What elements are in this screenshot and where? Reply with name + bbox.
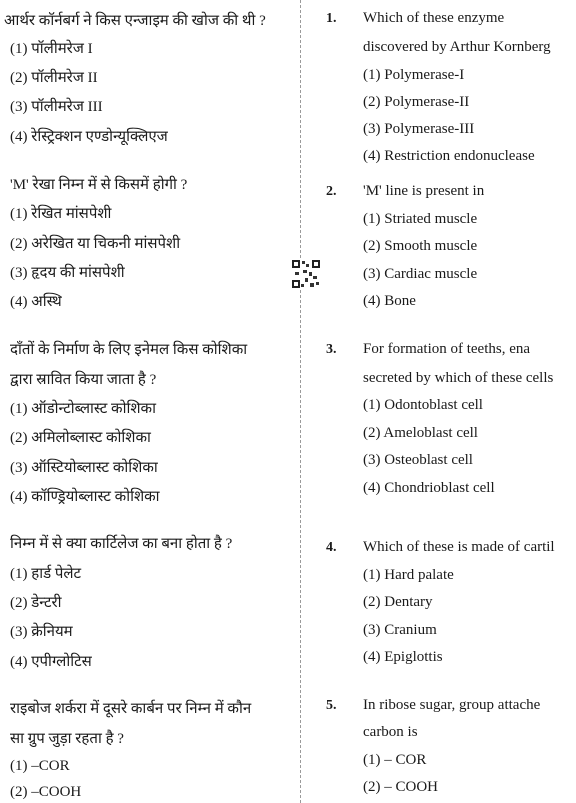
hindi-option: (1) –COR — [10, 758, 70, 774]
hindi-option: (3) हृदय की मांसपेशी — [10, 265, 125, 281]
english-option: (2) – COOH — [363, 779, 438, 795]
hindi-option: (3) ऑस्टियोब्लास्ट कोशिका — [10, 460, 158, 476]
hindi-option: (4) रेस्ट्रिक्शन एण्डोन्यूक्लिएज — [10, 129, 168, 145]
english-option: (2) Ameloblast cell — [363, 425, 478, 441]
english-option: (3) Cardiac muscle — [363, 266, 478, 282]
hindi-question-1: आर्थर कॉर्नबर्ग ने किस एन्जाइम की खोज की थी ? — [4, 13, 266, 29]
question-number: 1. — [326, 11, 337, 26]
english-option: (4) Restriction endonuclease — [363, 148, 535, 164]
hindi-question-2: 'M' रेखा निम्न में से किसमें होगी ? — [10, 177, 188, 193]
question-number: 4. — [326, 540, 337, 555]
english-option: (1) – COR — [363, 752, 427, 768]
hindi-option: (2) अरेखित या चिकनी मांसपेशी — [10, 236, 181, 252]
hindi-question-3-line1: दाँतों के निर्माण के लिए इनेमल किस कोशिका — [10, 342, 248, 358]
hindi-option: (4) एपीग्लोटिस — [10, 654, 92, 670]
english-question-4: Which of these is made of cartil — [363, 539, 555, 555]
english-question-5-line2: carbon is — [363, 724, 418, 740]
hindi-option: (1) रेखित मांसपेशी — [10, 206, 112, 222]
column-divider — [300, 0, 301, 803]
english-option: (4) Epiglottis — [363, 649, 443, 665]
english-option: (2) Dentary — [363, 594, 433, 610]
english-option: (1) Hard palate — [363, 567, 454, 583]
hindi-question-5-line2: सा ग्रुप जुड़ा रहता है ? — [10, 731, 124, 747]
english-option: (3) Osteoblast cell — [363, 452, 473, 468]
hindi-question-3-line2: द्वारा स्रावित किया जाता है ? — [10, 372, 157, 388]
hindi-question-5-line1: राइबोज शर्करा में दूसरे कार्बन पर निम्न में कौन — [10, 701, 252, 717]
english-option: (4) Bone — [363, 293, 416, 309]
english-option: (1) Polymerase-I — [363, 67, 465, 83]
question-number: 5. — [326, 698, 337, 713]
english-option: (1) Odontoblast cell — [363, 397, 483, 413]
hindi-option: (2) अमिलोब्लास्ट कोशिका — [10, 430, 151, 446]
english-option: (4) Chondrioblast cell — [363, 480, 495, 496]
hindi-option: (1) पॉलीमरेज I — [10, 41, 93, 57]
hindi-option: (4) अस्थि — [10, 294, 62, 310]
hindi-option: (3) क्रेनियम — [10, 624, 73, 640]
english-column — [318, 0, 576, 803]
question-number: 3. — [326, 342, 337, 357]
english-question-3-line2: secreted by which of these cells — [363, 370, 554, 386]
english-question-1-line1: Which of these enzyme — [363, 10, 505, 26]
hindi-question-4: निम्न में से क्या कार्टिलेज का बना होता है ? — [10, 536, 233, 552]
english-option: (1) Striated muscle — [363, 211, 478, 227]
hindi-option: (2) –COOH — [10, 784, 82, 800]
qr-code-icon — [291, 259, 321, 289]
english-option: (3) Polymerase-III — [363, 121, 475, 137]
english-question-1-line2: discovered by Arthur Kornberg — [363, 39, 551, 55]
question-number: 2. — [326, 184, 337, 199]
hindi-option: (1) हार्ड पेलेट — [10, 566, 82, 582]
english-option: (2) Polymerase-II — [363, 94, 470, 110]
english-question-5-line1: In ribose sugar, group attache — [363, 697, 541, 713]
english-option: (2) Smooth muscle — [363, 238, 478, 254]
hindi-option: (3) पॉलीमरेज III — [10, 99, 103, 115]
english-question-2: 'M' line is present in — [363, 183, 485, 199]
english-option: (3) Cranium — [363, 622, 437, 638]
hindi-option: (1) ऑडोन्टोब्लास्ट कोशिका — [10, 401, 156, 417]
english-question-3-line1: For formation of teeths, ena — [363, 341, 531, 357]
hindi-option: (2) पॉलीमरेज II — [10, 70, 98, 86]
hindi-option: (2) डेन्टरी — [10, 595, 62, 611]
hindi-option: (4) कॉण्ड्रियोब्लास्ट कोशिका — [10, 489, 160, 505]
